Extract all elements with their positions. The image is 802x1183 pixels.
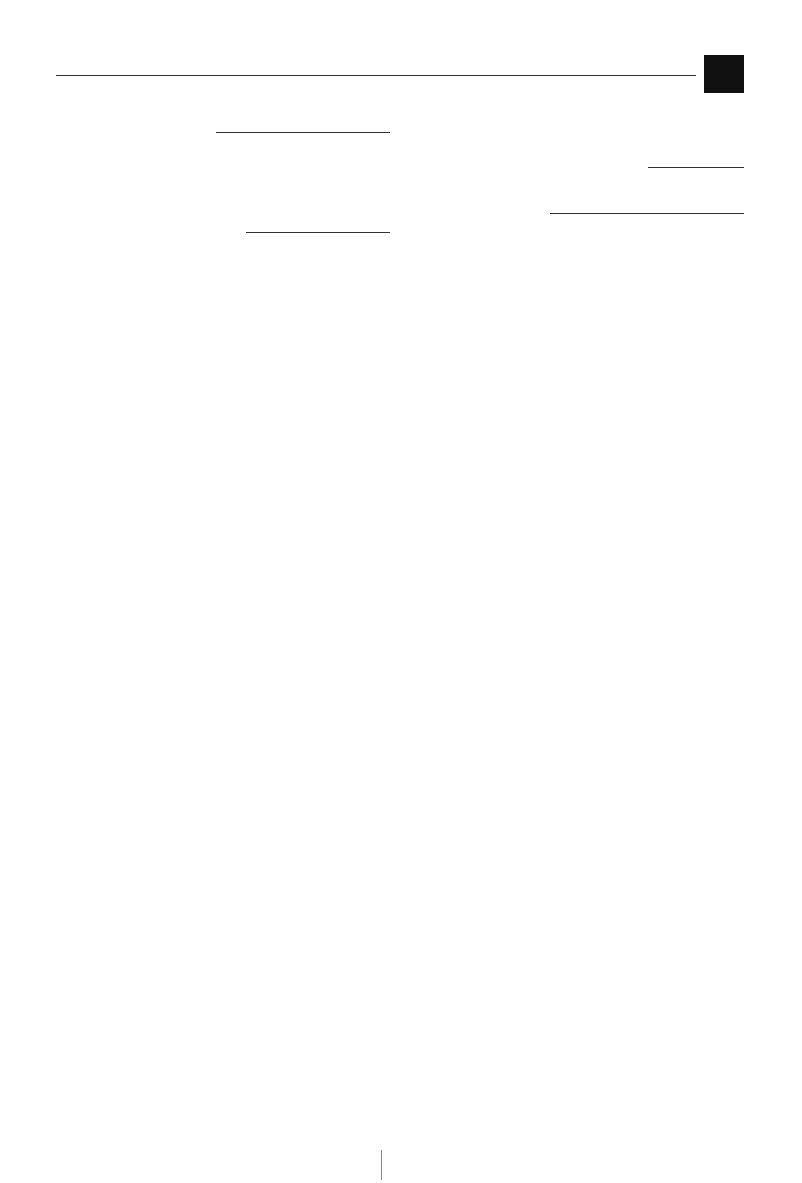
left-column xyxy=(56,110,390,162)
header-rule xyxy=(56,75,696,76)
page-marker-line xyxy=(381,1150,382,1180)
description-section xyxy=(412,188,744,218)
language-badge xyxy=(704,55,744,93)
special-instructions-section xyxy=(412,142,744,172)
description-rule xyxy=(550,213,744,214)
special-rule xyxy=(648,167,744,168)
right-column xyxy=(412,110,744,218)
introduction-rule xyxy=(216,132,390,133)
safeguards-rule xyxy=(246,232,390,233)
introduction-section xyxy=(56,110,390,140)
